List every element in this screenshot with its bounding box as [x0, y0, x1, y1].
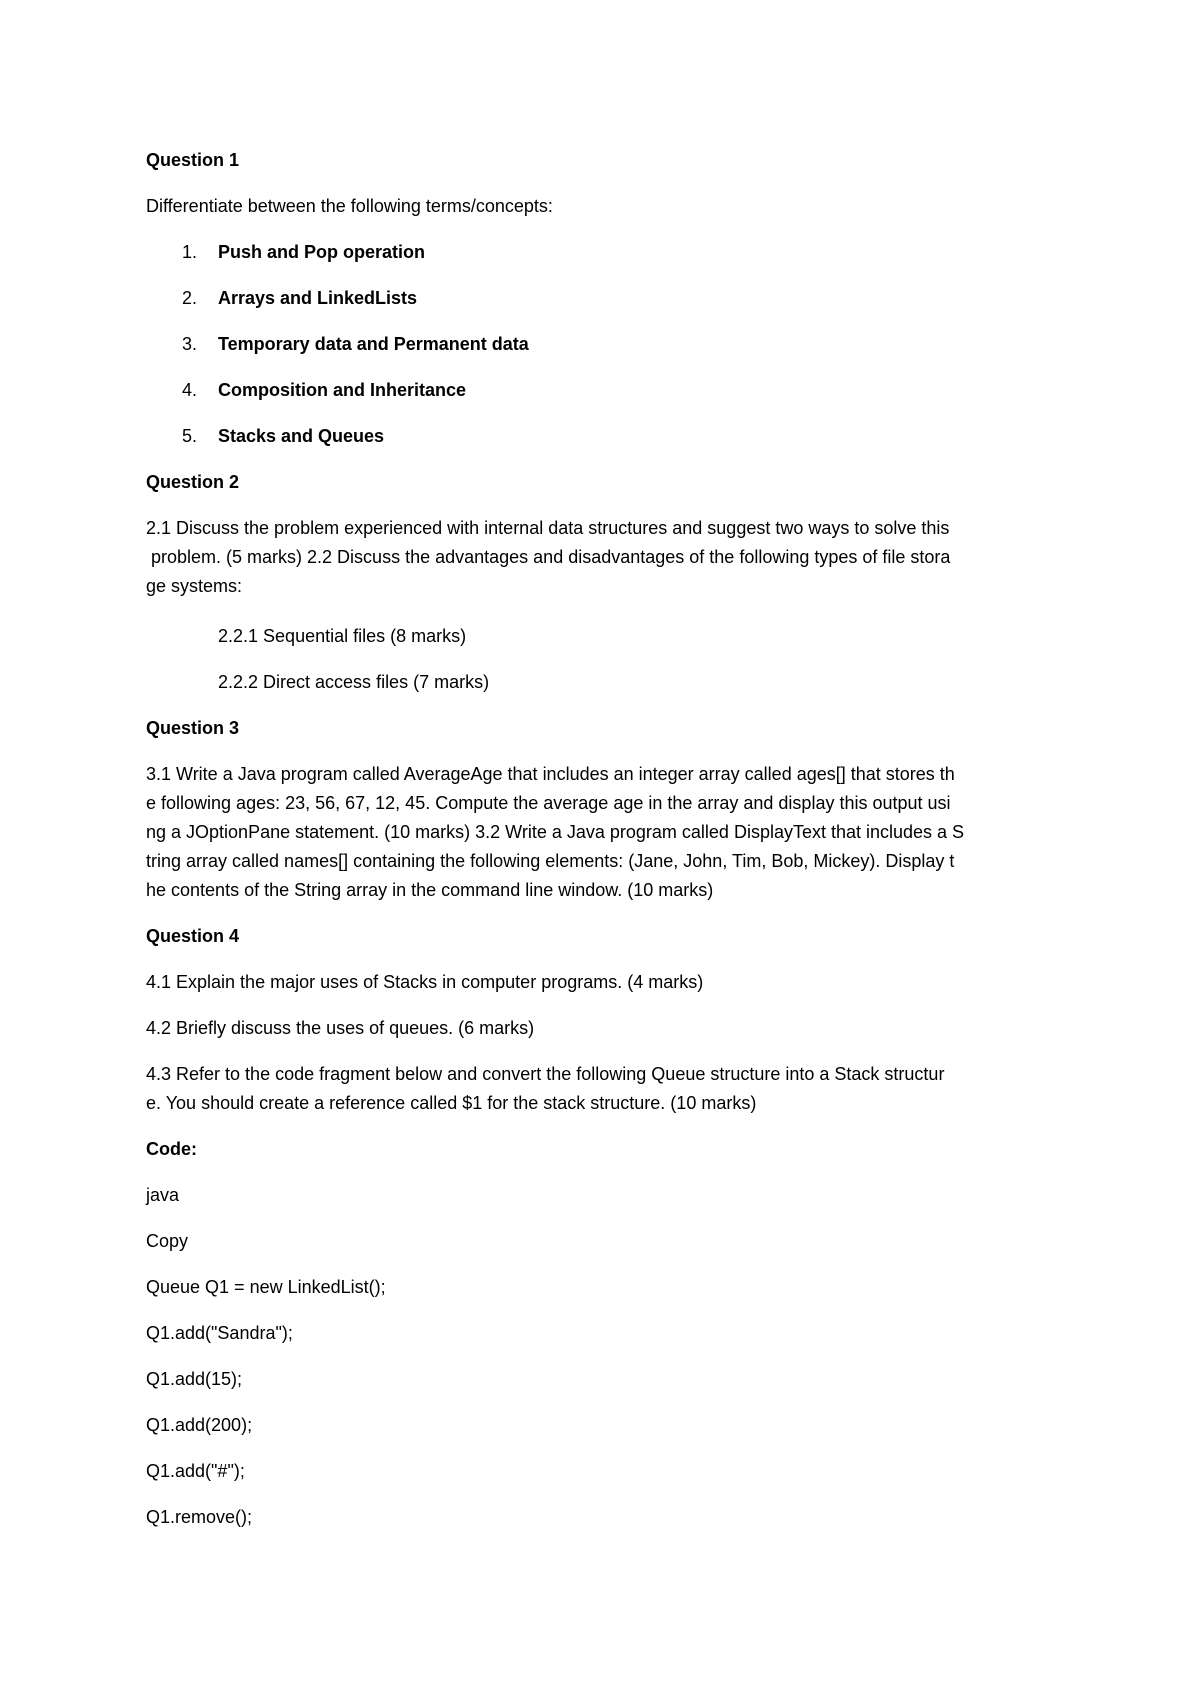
code-language-label: java [146, 1185, 180, 1205]
code-line: Q1.add("Sandra"); [146, 1323, 293, 1343]
code-line: Queue Q1 = new LinkedList(); [146, 1277, 386, 1297]
question-2-sub-item: 2.2.1 Sequential files (8 marks) [218, 626, 467, 646]
code-line: Q1.remove(); [146, 1507, 253, 1527]
question-4-heading: Question 4 [146, 926, 240, 946]
list-item: Temporary data and Permanent data [218, 334, 529, 354]
question-2-heading: Question 2 [146, 472, 240, 492]
code-line: Q1.add("#"); [146, 1461, 245, 1481]
list-item: Stacks and Queues [218, 426, 385, 446]
list-item-number: 3. [182, 334, 198, 354]
question-2-text-line: problem. (5 marks) 2.2 Discuss the advantages and disadvantages of the following types of file stora [146, 547, 951, 567]
question-4-2-text: 4.2 Briefly discuss the uses of queues. (6 marks) [146, 1018, 535, 1038]
question-3-text-line: he contents of the String array in the command line window. (10 marks) [146, 880, 714, 900]
list-item-number: 1. [182, 242, 198, 262]
list-item: Arrays and LinkedLists [218, 288, 418, 308]
question-4-1-text: 4.1 Explain the major uses of Stacks in computer programs. (4 marks) [146, 972, 704, 992]
question-4-3-text-line: e. You should create a reference called $1 for the stack structure. (10 marks) [146, 1093, 757, 1113]
code-line: Q1.add(15); [146, 1369, 243, 1389]
question-2-text-line: ge systems: [146, 576, 243, 596]
question-1-heading: Question 1 [146, 150, 240, 170]
question-3-text-line: 3.1 Write a Java program called AverageAge that includes an integer array called ages[] that stores th [146, 764, 955, 784]
copy-label: Copy [146, 1231, 189, 1251]
list-item: Push and Pop operation [218, 242, 426, 262]
question-3-heading: Question 3 [146, 718, 240, 738]
question-2-text-line: 2.1 Discuss the problem experienced with internal data structures and suggest two ways to solve this [146, 518, 950, 538]
question-3-text-line: ng a JOptionPane statement. (10 marks) 3.2 Write a Java program called DisplayText that includes a S [146, 822, 965, 842]
question-3-text-line: tring array called names[] containing the following elements: (Jane, John, Tim, Bob, Mickey). Display t [146, 851, 955, 871]
code-line: Q1.add(200); [146, 1415, 253, 1435]
list-item-number: 2. [182, 288, 198, 308]
question-1-intro: Differentiate between the following terms/concepts: [146, 196, 553, 216]
question-2-sub-item: 2.2.2 Direct access files (7 marks) [218, 672, 490, 692]
question-3-text-line: e following ages: 23, 56, 67, 12, 45. Compute the average age in the array and display this output usi [146, 793, 951, 813]
code-label: Code: [146, 1139, 197, 1159]
question-4-3-text-line: 4.3 Refer to the code fragment below and convert the following Queue structure into a Stack structur [146, 1064, 945, 1084]
list-item-number: 4. [182, 380, 198, 400]
list-item: Composition and Inheritance [218, 380, 467, 400]
list-item-number: 5. [182, 426, 198, 446]
